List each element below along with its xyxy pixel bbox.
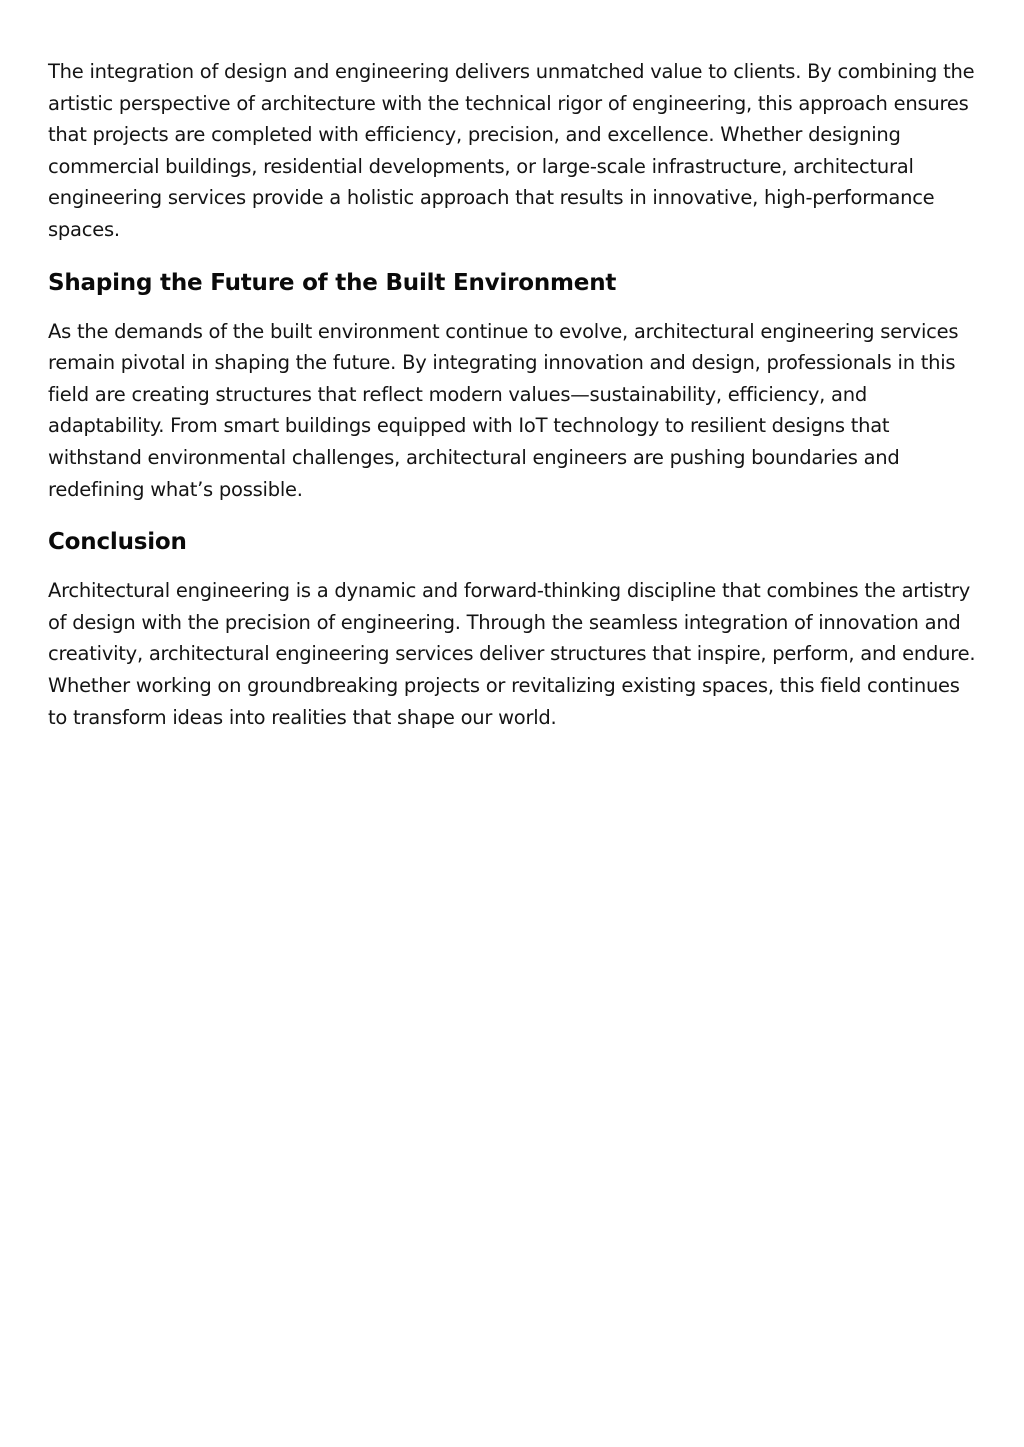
section-heading-future: Shaping the Future of the Built Environment: [48, 269, 617, 296]
section-paragraph-conclusion: Architectural engineering is a dynamic and forward-thinking discipline that combines the artistry of design with the precision of engineering. Through the seamless integration of innovation and creativity, architectural engineering services deliver structures that inspire, perform, and endure. Whether working on groundbreaking projects or revitalizing existing spaces, this field continues to transform ideas into realities that shape our world.: [48, 579, 976, 729]
section-paragraph-future: As the demands of the built environment continue to evolve, architectural engineering services remain pivotal in shaping the future. By integrating innovation and design, professionals in this field are creating structures that reflect modern values—sustainability, efficiency, and adaptability. From smart buildings equipped with IoT technology to resilient designs that withstand environmental challenges, architectural engineers are pushing boundaries and redefining what’s possible.: [48, 319, 959, 501]
section-heading-conclusion: Conclusion: [48, 529, 187, 556]
intro-paragraph: The integration of design and engineering delivers unmatched value to clients. By combining the artistic perspective of architecture with the technical rigor of engineering, this approach ensures that projects are completed with efficiency, precision, and excellence. Whether designing commercial buildings, residential developments, or large-scale infrastructure, architectural engineering services provide a holistic approach that results in innovative, high-performance spaces.: [48, 60, 975, 241]
document-page: [48, 56, 978, 733]
